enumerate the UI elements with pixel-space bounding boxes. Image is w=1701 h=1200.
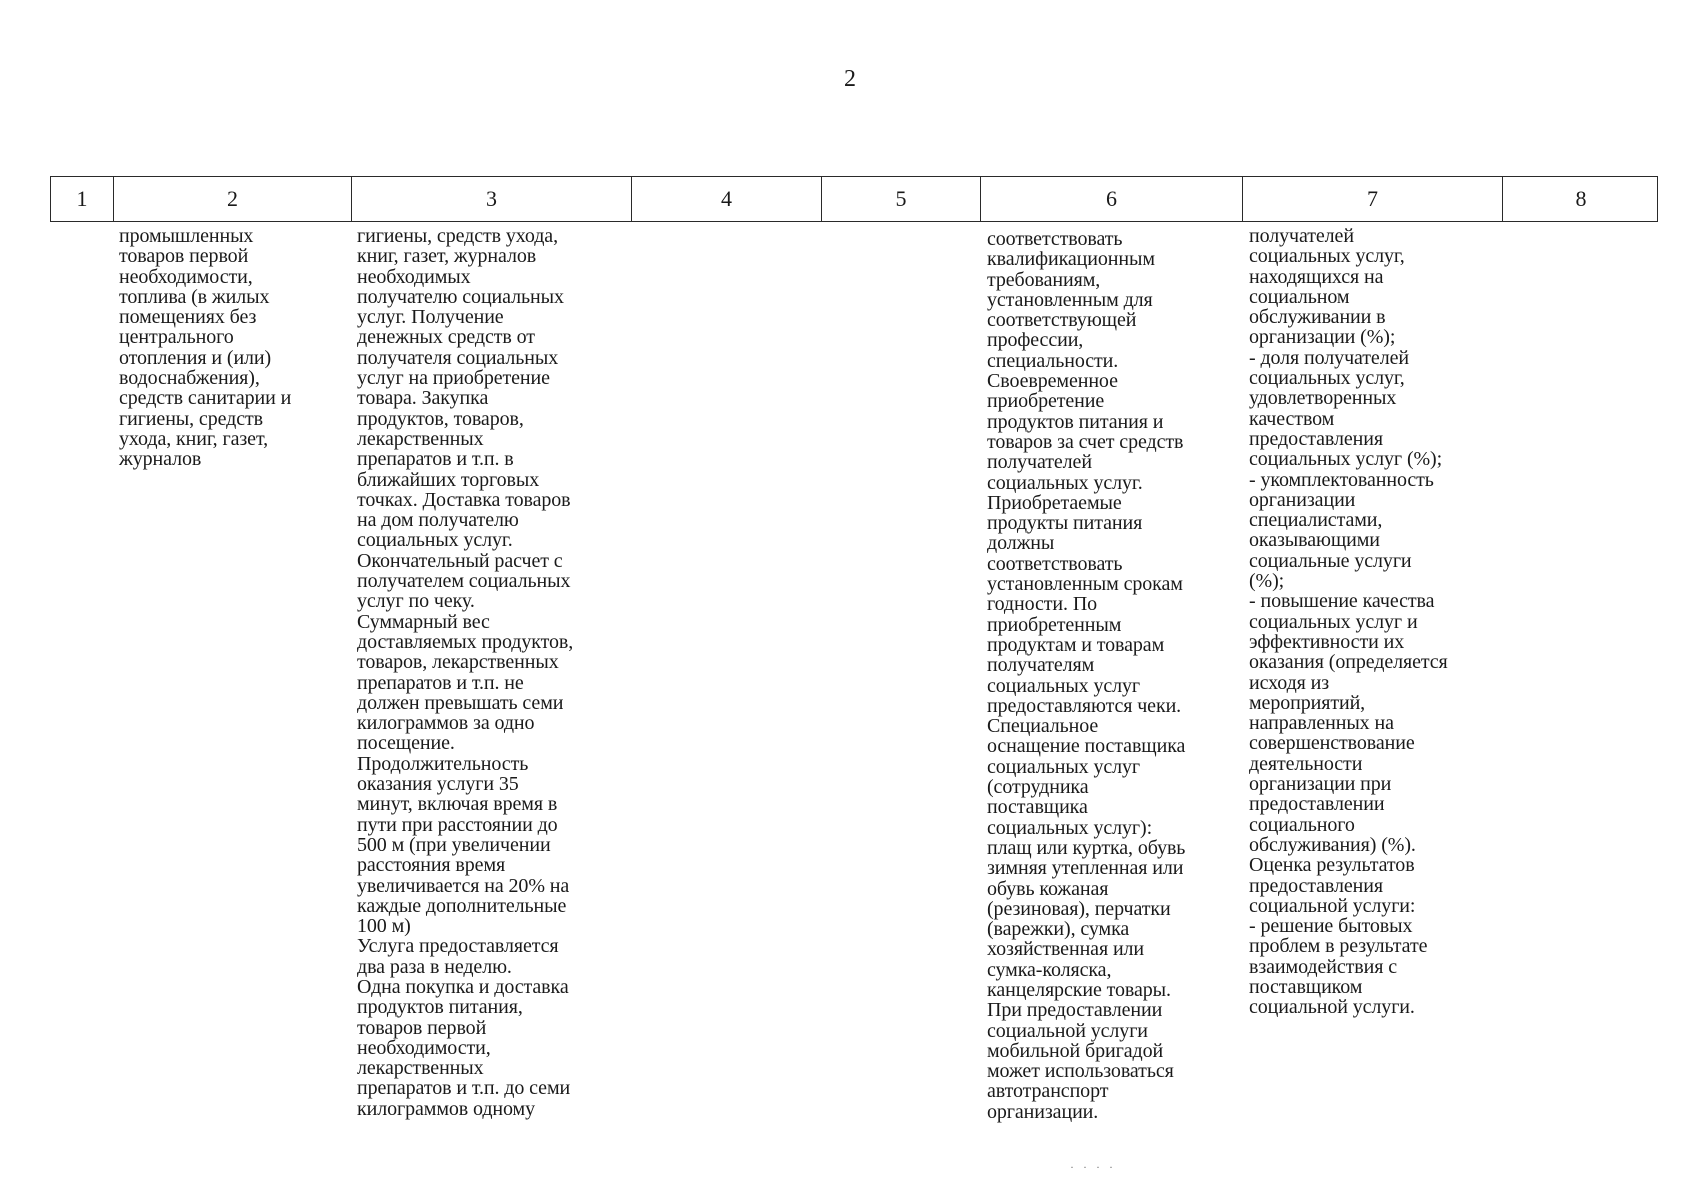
column-2-text: промышленных товаров первой необходимости, топлива (в жилых помещениях без центрального отопления и (или) водоснабжения), средств санитарии и гигиены, средств ухода, книг, газет, журналов bbox=[119, 225, 292, 471]
header-col-7: 7 bbox=[1243, 177, 1503, 221]
header-col-3: 3 bbox=[352, 177, 632, 221]
page-number: 2 bbox=[844, 66, 856, 92]
header-col-6: 6 bbox=[981, 177, 1243, 221]
header-col-2: 2 bbox=[114, 177, 352, 221]
header-col-1: 1 bbox=[51, 177, 114, 221]
column-3-text: гигиены, средств ухода, книг, газет, журналов необходимых получателю социальных услуг. Получение денежных средств от получателя социальных услуг на приобретение товара. Закупка продуктов, товаров, лекарственных препаратов и т.п. в ближайших торговых точках. Доставка товаров на дом получателю социальных услуг. Окончательный расчет с получателем социальных услуг по чеку. Суммарный вес доставляемых продуктов, товаров, лекарственных препаратов и т.п. не должен превышать семи килограммов за одно посещение. Продолжительность оказания услуги 35 минут, включая время в пути при расстоянии до 500 м (при увеличении расстояния время увеличивается на 20% на каждые дополнительные 100 м) Услуга предоставляется два раза в неделю. Одна покупка и доставка продуктов питания, товаров первой необходимости, лекарственных препаратов и т.п. до семи килограммов одному bbox=[357, 225, 574, 1120]
header-col-8: 8 bbox=[1575, 186, 1587, 211]
scan-speck: · · · · bbox=[1070, 1160, 1116, 1174]
column-6-text: соответствовать квалификационным требованиям, установленным для соответствующей профессии, специальности. Своевременное приобретение продуктов питания и товаров за счет средств получателей социальных услуг. Приобретаемые продукты питания должны соответствовать установленным срокам годности. По приобретенным продуктам и товарам получателям социальных услуг предоставляются чеки. Специальное оснащение поставщика социальных услуг (сотрудника поставщика социальных услуг): плащ или куртка, обувь зимняя утепленная или обувь кожаная (резиновая), перчатки (варежки), сумка хозяйственная или сумка-коляска, канцелярские товары. При предоставлении социальной услуги мобильной бригадой может использоваться автотранспорт организации. bbox=[987, 228, 1186, 1123]
header-col-5: 5 bbox=[822, 177, 981, 221]
table-header-row bbox=[50, 176, 1658, 222]
header-col-4: 4 bbox=[632, 177, 822, 221]
column-7-text: получателей социальных услуг, находящихся на социальном обслуживании в организации (%); - доля получателей социальных услуг, удовлетворенных качеством предоставления социальных услуг (%); - укомплектованность организации специалистами, оказывающими социальные услуги (%); - повышение качества социальных услуг и эффективности их оказания (определяется исходя из мероприятий, направленных на совершенствование деятельности организации при предоставлении социального обслуживания) (%). Оценка результатов предоставления социальной услуги: - решение бытовых проблем в результате взаимодействия с поставщиком социальной услуги. bbox=[1249, 225, 1448, 1019]
